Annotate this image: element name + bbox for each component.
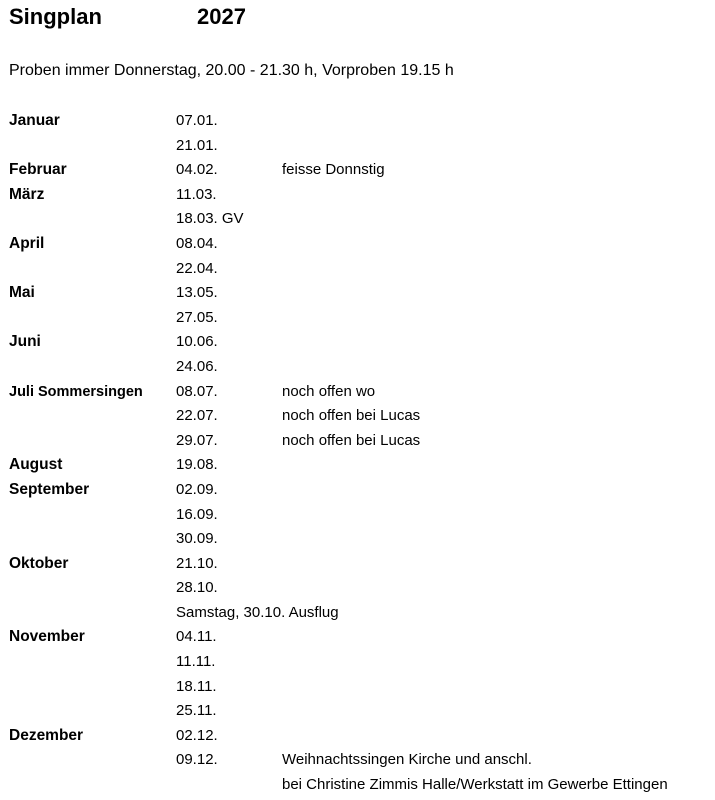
date-cell: 18.11. bbox=[176, 677, 217, 695]
month-label: Dezember bbox=[9, 726, 84, 744]
date-cell: 21.01. bbox=[176, 136, 218, 154]
date-cell: 08.04. bbox=[176, 234, 218, 252]
date-cell: 10.06. bbox=[176, 333, 218, 351]
month-label: August bbox=[9, 456, 63, 474]
date-cell: 29.07. bbox=[176, 431, 218, 449]
schedule-row bbox=[0, 527, 715, 552]
schedule-row bbox=[0, 773, 715, 798]
schedule-row bbox=[0, 429, 715, 454]
date-cell: 22.07. bbox=[176, 407, 218, 425]
subtitle: Proben immer Donnerstag, 20.00 - 21.30 h, Vorproben 19.15 h bbox=[9, 62, 454, 79]
page-title: Singplan bbox=[9, 4, 102, 29]
schedule-row bbox=[0, 158, 715, 183]
schedule-row bbox=[0, 281, 715, 306]
date-cell: 28.10. bbox=[176, 579, 218, 597]
schedule-row bbox=[0, 699, 715, 724]
schedule-row bbox=[0, 576, 715, 601]
month-label: Mai bbox=[9, 284, 35, 302]
month-label: Oktober bbox=[9, 554, 69, 572]
note-cell: feisse Donnstig bbox=[282, 161, 385, 179]
schedule-row bbox=[0, 503, 715, 528]
date-cell: 11.11. bbox=[176, 653, 216, 671]
note-cell: noch offen wo bbox=[282, 382, 376, 400]
note-cell: Weihnachtssingen Kirche und anschl. bbox=[282, 751, 532, 769]
schedule-row bbox=[0, 650, 715, 675]
month-label: März bbox=[9, 185, 45, 203]
schedule-row bbox=[0, 330, 715, 355]
month-label: November bbox=[9, 628, 85, 646]
month-label: Juli Sommersingen bbox=[9, 383, 143, 400]
date-cell: 04.02. bbox=[176, 161, 218, 179]
date-cell: 18.03. GV bbox=[176, 210, 244, 228]
date-cell: 16.09. bbox=[176, 505, 218, 523]
schedule-row bbox=[0, 748, 715, 773]
date-cell: 04.11. bbox=[176, 628, 217, 646]
schedule-row bbox=[0, 355, 715, 380]
schedule-row bbox=[0, 724, 715, 749]
schedule-row bbox=[0, 183, 715, 208]
month-label: April bbox=[9, 234, 45, 252]
date-cell: Samstag, 30.10. Ausflug bbox=[176, 603, 339, 621]
date-cell: 09.12. bbox=[176, 751, 218, 769]
schedule-table bbox=[0, 109, 715, 798]
month-label: Januar bbox=[9, 112, 60, 129]
date-cell: 08.07. bbox=[176, 382, 218, 400]
page-year: 2027 bbox=[197, 4, 246, 29]
date-cell: 22.04. bbox=[176, 259, 218, 277]
note-cell: noch offen bei Lucas bbox=[282, 407, 421, 425]
note-cell: bei Christine Zimmis Halle/Werkstatt im Gewerbe Ettingen bbox=[282, 776, 668, 794]
schedule-row bbox=[0, 257, 715, 282]
date-cell: 21.10. bbox=[176, 554, 218, 572]
schedule-row bbox=[0, 207, 715, 232]
date-cell: 27.05. bbox=[176, 308, 218, 326]
month-label: Juni bbox=[9, 333, 41, 351]
schedule-row bbox=[0, 625, 715, 650]
date-cell: 24.06. bbox=[176, 357, 218, 375]
date-cell: 25.11. bbox=[176, 702, 217, 720]
month-label: September bbox=[9, 480, 90, 498]
date-cell: 13.05. bbox=[176, 284, 218, 302]
schedule-row bbox=[0, 134, 715, 159]
month-label: Februar bbox=[9, 161, 67, 179]
date-cell: 02.09. bbox=[176, 480, 218, 498]
schedule-row bbox=[0, 552, 715, 577]
schedule-row bbox=[0, 109, 715, 134]
schedule-row bbox=[0, 478, 715, 503]
schedule-row bbox=[0, 675, 715, 700]
schedule-row bbox=[0, 232, 715, 257]
date-cell: 19.08. bbox=[176, 456, 218, 474]
date-cell: 11.03. bbox=[176, 185, 217, 203]
date-cell: 02.12. bbox=[176, 726, 218, 744]
date-cell: 07.01. bbox=[176, 112, 218, 129]
schedule-row bbox=[0, 380, 715, 405]
schedule-row bbox=[0, 601, 715, 626]
schedule-row bbox=[0, 306, 715, 331]
schedule-row bbox=[0, 404, 715, 429]
note-cell: noch offen bei Lucas bbox=[282, 431, 421, 449]
date-cell: 30.09. bbox=[176, 530, 218, 548]
schedule-row bbox=[0, 453, 715, 478]
